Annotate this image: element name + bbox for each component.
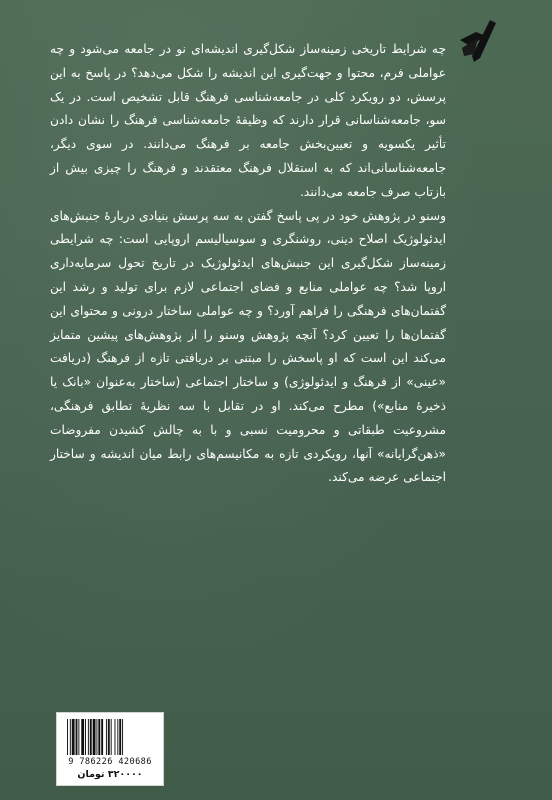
barcode-bar bbox=[108, 719, 110, 755]
barcode-bar bbox=[72, 719, 75, 755]
barcode-bar bbox=[115, 719, 116, 755]
barcode-bar bbox=[76, 719, 78, 755]
paragraph-wuthnow: وسنو در پژوهش خود در پی پاسخ گفتن به سه پرسش بنیادی دربارهٔ جنبش‌های ایدئولوژیک اصلاح دینی، روشنگری و سوسیالیسم اروپایی است: چه شرایطی زمینه‌ساز شکل‌گیری این جنبش‌های ایدئولوژیک در تاریخ تحول سرمایه‌داری اروپا شد؟ چه عواملی منابع و فضای اجتماعی لازم برای تولید و رشد این گفتمان‌های فرهنگی را فراهم آورد؟ و چه عواملی ساختار درونی و محتوای این گفتمان‌ها را تعیین کرد؟ آنچه پژوهش وسنو را از پژوهش‌های پیشین متمایز می‌کند این است که او پاسخش را مبتنی بر دریافتی تازه از فرهنگ (دریافت «عینی» از فرهنگ و ایدئولوژی) و ساختار اجتماعی (ساختار به‌عنوان «بانک یا ذخیرهٔ منابع») مطرح می‌کند. او در تقابل با سه نظریهٔ تطابق فرهنگی، مشروعیت طبقاتی و محرومیت نسبی و با به چالش کشیدن مفروضات «ذهن‌گرایانه» آنها، رویکردی تازه به مکانیسم‌های رابط میان اندیشه و ساختار اجتماعی عرضه می‌کند. bbox=[50, 208, 446, 485]
paragraph-intro: چه شرایط تاریخی زمینه‌ساز شکل‌گیری اندیشه‌ای نو در جامعه می‌شود و چه عواملی فرم، محتوا و جهت‌گیری این اندیشه را شکل می‌دهد؟ در پاسخ به این پرسش، دو رویکرد کلی در جامعه‌شناسی فرهنگ قابل تشخیص است. در یک سو، جامعه‌شناسانی قرار دارند که وظیفهٔ جامعه‌شناسی فرهنگ را نشان دادن تأثیر یکسویه و تعیین‌بخش جامعه بر فرهنگ می‌دانند. در سوی دیگر، جامعه‌شناسانی‌اند که به استقلال فرهنگ معتقدند و فرهنگ را چیزی بیش از بازتاب صرف جامعه می‌دانند. bbox=[50, 42, 446, 199]
barcode-bar bbox=[106, 719, 107, 755]
price-label: ۳۲۰۰۰۰ تومان bbox=[77, 769, 143, 780]
barcode-bar bbox=[96, 719, 97, 755]
barcode-bar bbox=[111, 719, 112, 755]
publisher-logo-icon bbox=[456, 18, 498, 64]
barcode-bar bbox=[93, 719, 96, 755]
barcode-bar bbox=[122, 719, 123, 755]
barcode-bar bbox=[70, 719, 71, 755]
barcode-icon bbox=[67, 719, 153, 755]
isbn-number: 9 786226 420686 bbox=[68, 757, 152, 767]
barcode-bar bbox=[81, 719, 84, 755]
barcode-bar bbox=[67, 719, 68, 755]
barcode-bar bbox=[98, 719, 100, 755]
barcode-bar bbox=[88, 719, 89, 755]
barcode-bar bbox=[78, 719, 79, 755]
barcode-sticker bbox=[56, 712, 164, 786]
blurb-text bbox=[50, 38, 446, 490]
barcode-bar bbox=[117, 719, 118, 755]
barcode-bar bbox=[85, 719, 86, 755]
barcode-bar bbox=[119, 719, 121, 755]
barcode-bar bbox=[101, 719, 103, 755]
barcode-bar bbox=[90, 719, 92, 755]
